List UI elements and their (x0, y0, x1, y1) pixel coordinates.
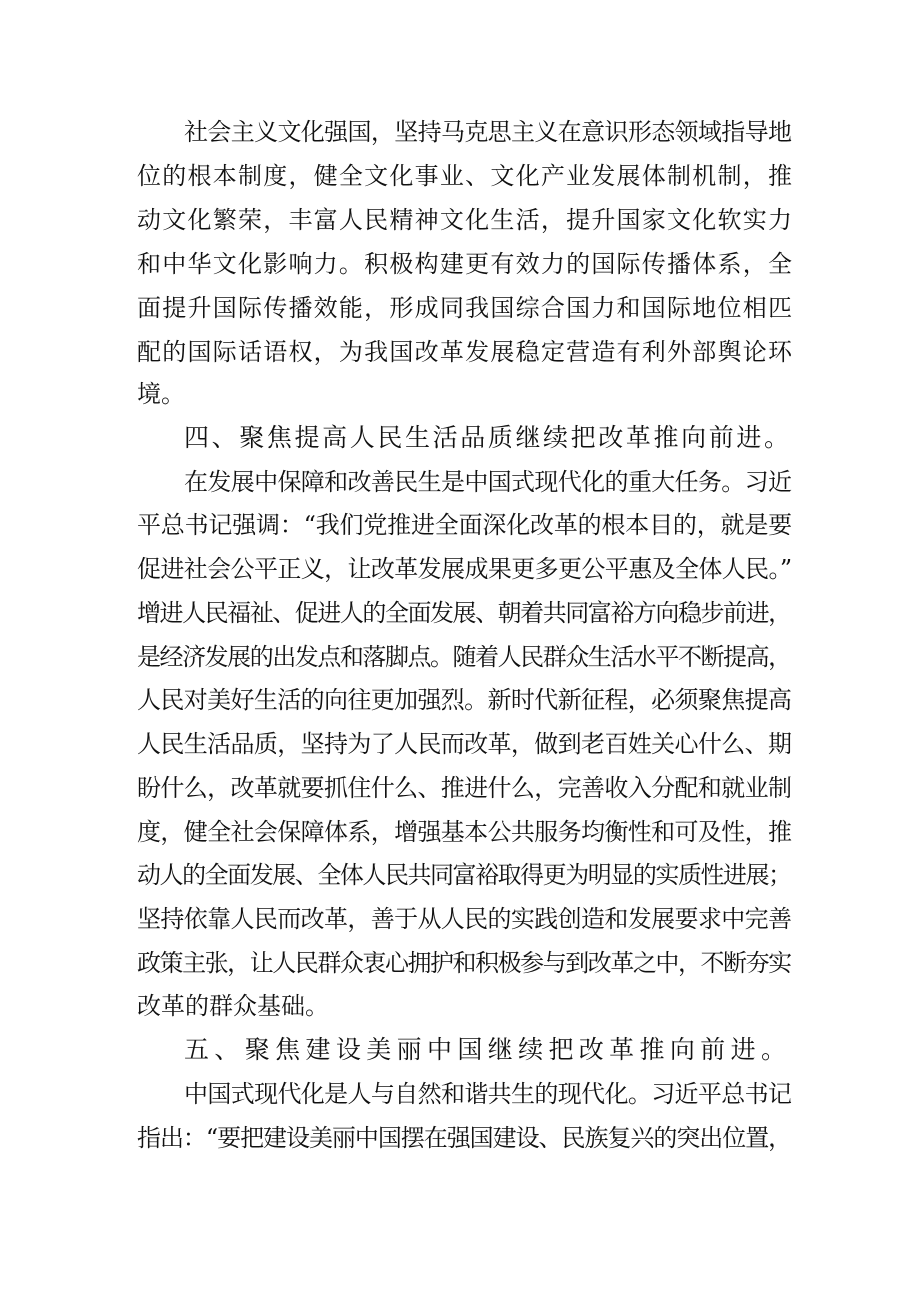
text-line: 坚持依靠人民而改革，善于从人民的实践创造和发展要求中完善 (137, 905, 792, 933)
text-line: 指出：“要把建设美丽中国摆在强国建设、民族复兴的突出位置， (137, 1124, 792, 1152)
text-line: 政策主张，让人民群众衷心拥护和积极参与到改革之中，不断夯实 (137, 949, 791, 977)
text-line: 人民生活品质，坚持为了人民而改革，做到老百姓关心什么、期 (137, 730, 792, 758)
section-heading: 四、聚焦提高人民生活品质继续把改革推向前进。 (184, 423, 792, 452)
text-line: 配的国际话语权，为我国改革发展稳定营造有利外部舆论环 (137, 338, 794, 366)
text-line: 面提升国际传播效能，形成同我国综合国力和国际地位相匹 (137, 294, 794, 322)
text-line: 社会主义文化强国，坚持马克思主义在意识形态领域指导地 (184, 118, 792, 146)
text-line: 位的根本制度，健全文化事业、文化产业发展体制机制，推 (137, 162, 794, 190)
text-line: 中国式现代化是人与自然和谐共生的现代化。习近平总书记 (184, 1080, 792, 1108)
text-line: 动人的全面发展、全体人民共同富裕取得更为明显的实质性进展； (137, 861, 791, 889)
text-line: 度，健全社会保障体系，增强基本公共服务均衡性和可及性，推 (137, 818, 792, 846)
text-line: 平总书记强调：“我们党推进全面深化改革的根本目的，就是要 (137, 511, 792, 539)
text-line: 在发展中保障和改善民生是中国式现代化的重大任务。习近 (184, 468, 792, 496)
text-line: 和中华文化影响力。积极构建更有效力的国际传播体系，全 (137, 250, 794, 278)
section-heading: 五、聚焦建设美丽中国继续把改革推向前进。 (184, 1035, 792, 1064)
text-line: 促进社会公平正义，让改革发展成果更多更公平惠及全体人民。” (137, 555, 792, 583)
text-line: 改革的群众基础。 (137, 992, 329, 1020)
text-line: 盼什么，改革就要抓住什么、推进什么，完善收入分配和就业制 (137, 774, 792, 802)
text-line: 是经济发展的出发点和落脚点。随着人民群众生活水平不断提高， (137, 643, 791, 671)
text-line: 境。 (137, 380, 185, 408)
text-line: 增进人民福祉、促进人的全面发展、朝着共同富裕方向稳步前进， (137, 599, 791, 627)
text-line: 动文化繁荣，丰富人民精神文化生活，提升国家文化软实力 (137, 206, 794, 234)
text-line: 人民对美好生活的向往更加强烈。新时代新征程，必须聚焦提高 (137, 686, 792, 714)
